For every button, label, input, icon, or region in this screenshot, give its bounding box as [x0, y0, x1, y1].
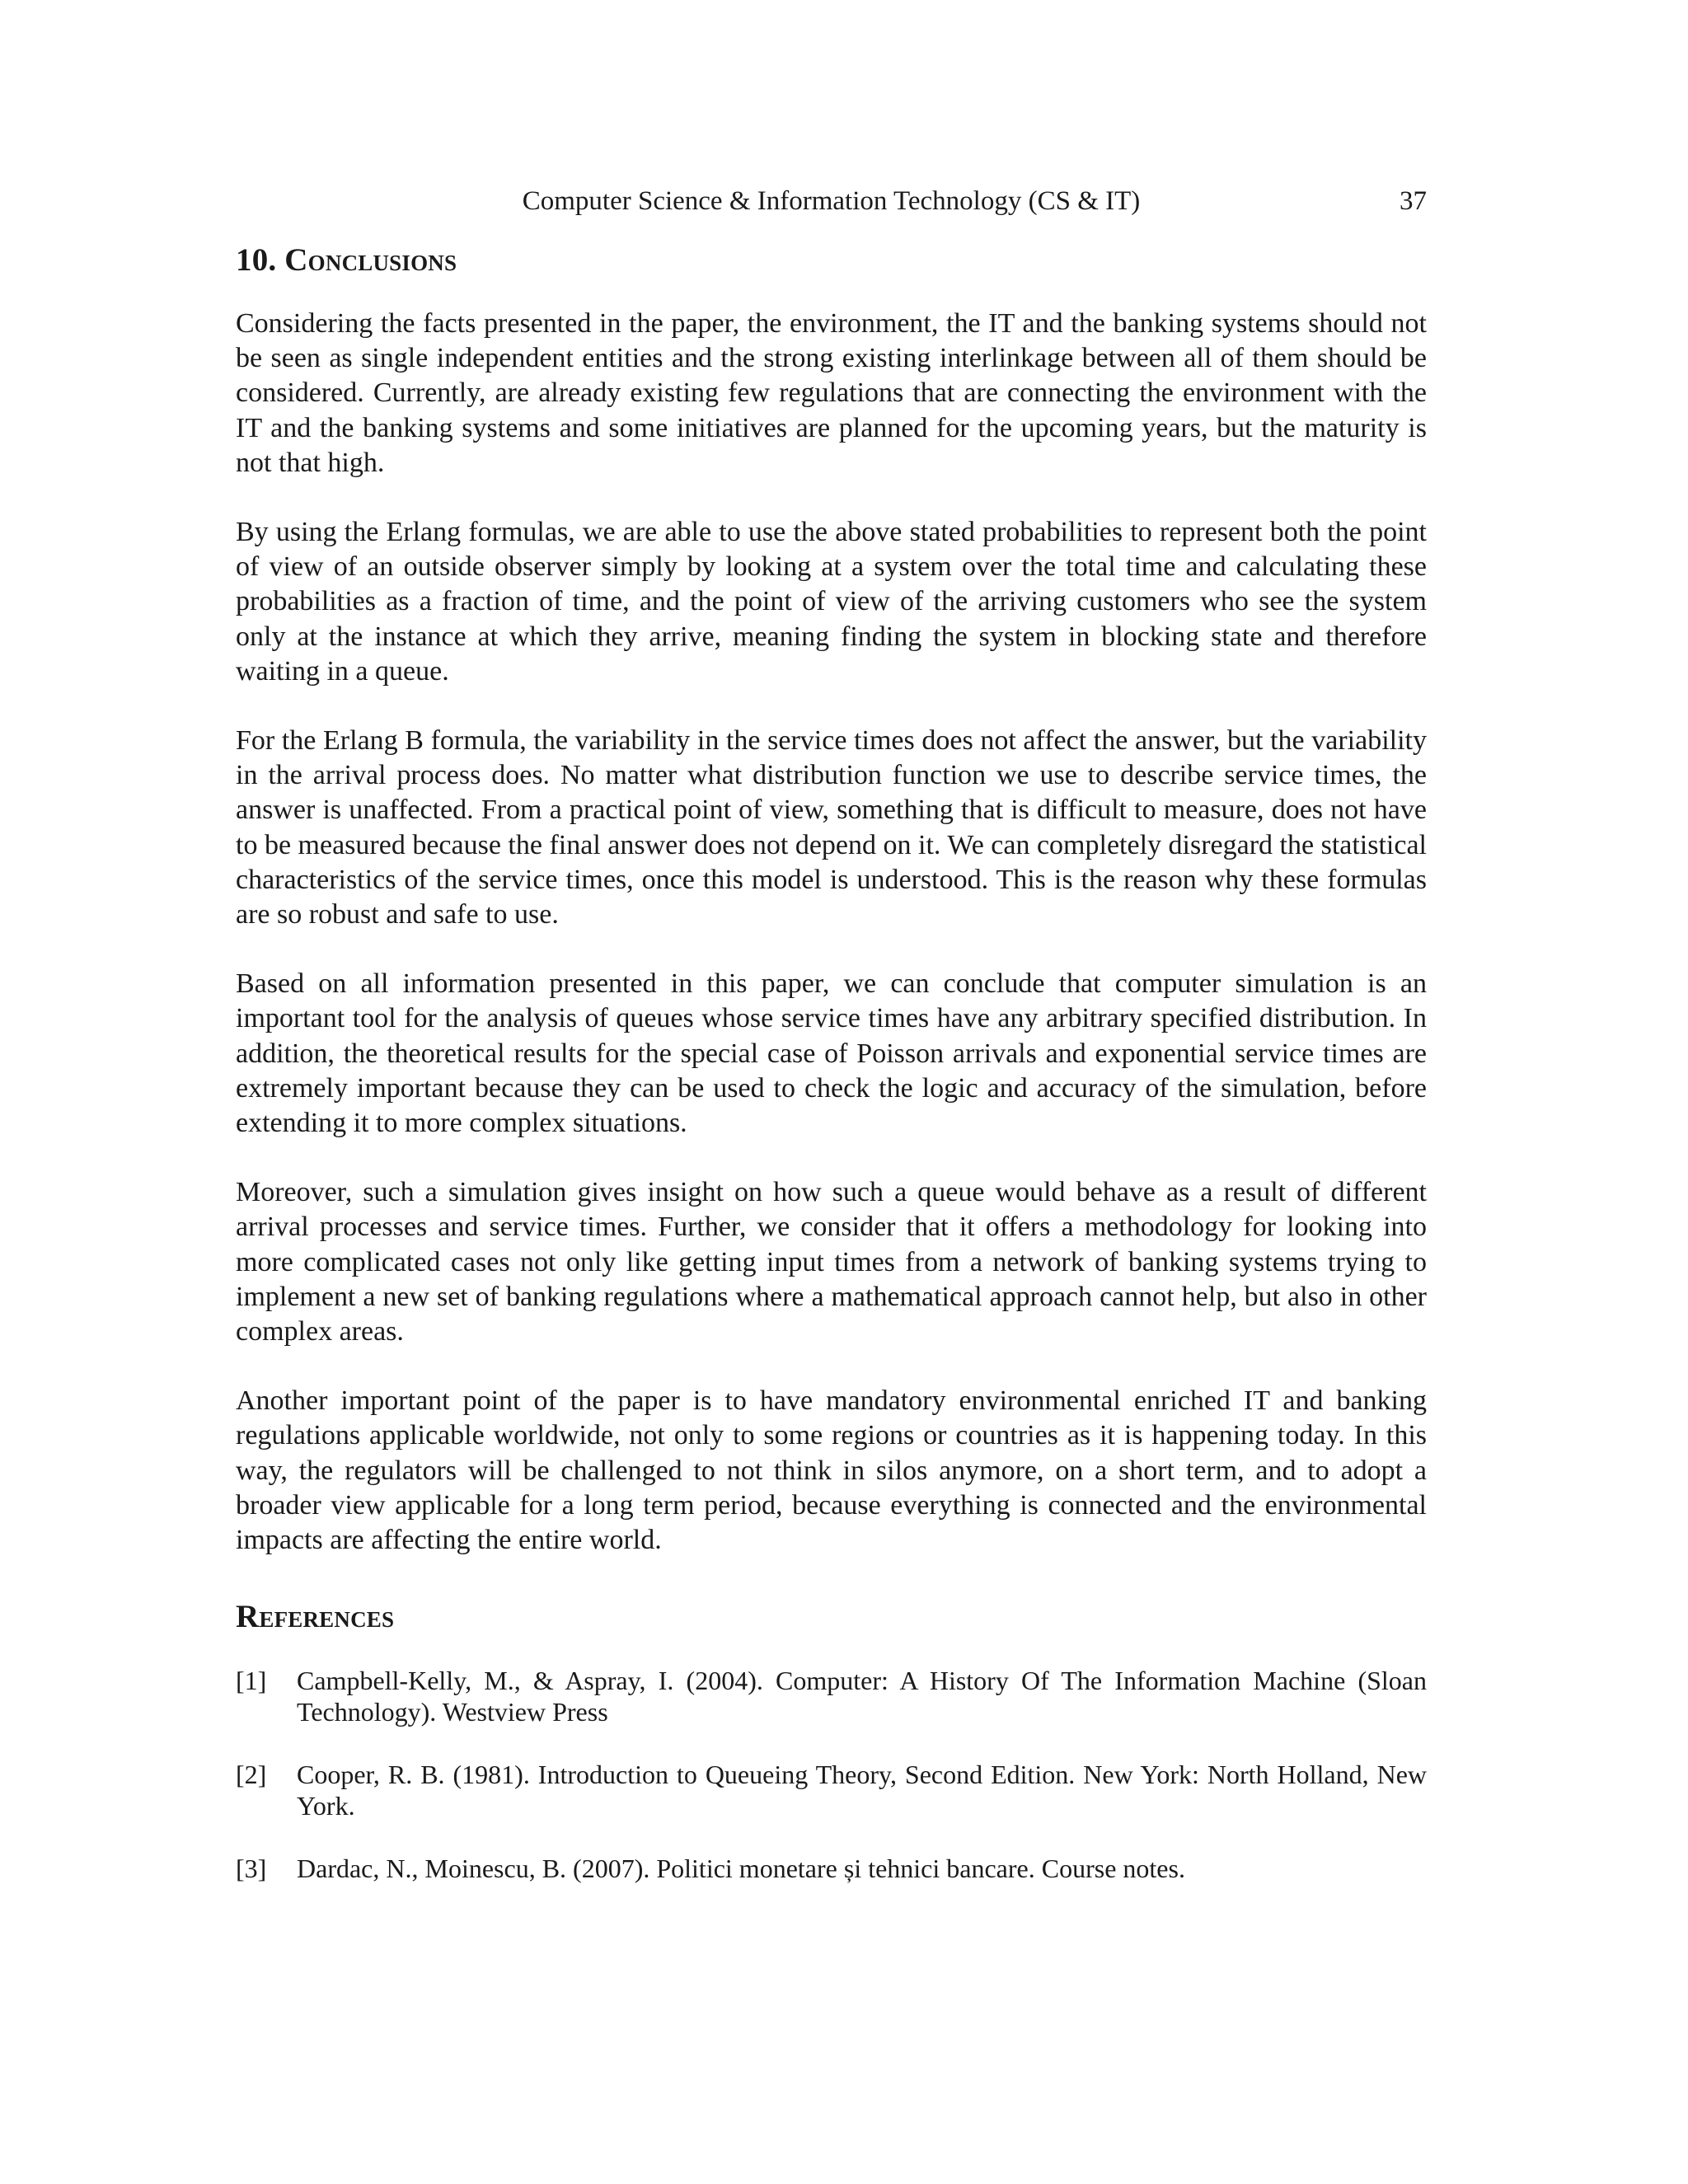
reference-list	[236, 1665, 1427, 1884]
reference-item	[236, 1665, 1427, 1727]
conclusions-paragraph-1: Considering the facts presented in the paper, the environment, the IT and the banking systems should not be seen as single independent entities and the strong existing interlinkage between all of them should be considered. Currently, are already existing few regulations that are connecting the environment with the IT and the banking systems and some initiatives are planned for the upcoming years, but the maturity is not that high.	[236, 308, 1427, 478]
paper-page	[236, 183, 1427, 1915]
conclusions-body	[236, 307, 1427, 1558]
conclusions-paragraph-5: Moreover, such a simulation gives insight on how such a queue would behave as a result of different arrival processes and service times. Further, we consider that it offers a methodology for looking into more complicated cases not only like getting input times from a network of banking systems trying to implement a new set of banking regulations where a mathematical approach cannot help, but also in other complex areas.	[236, 1177, 1427, 1347]
reference-text: Campbell-Kelly, M., & Aspray, I. (2004). Computer: A History Of The Information Machine (Sloan Technology). Westview Press	[297, 1666, 1427, 1727]
reference-number: [2]	[236, 1760, 267, 1790]
conclusions-paragraph-6: Another important point of the paper is to have mandatory environmental enriched IT and banking regulations applicable worldwide, not only to some regions or countries as it is happening today. In this way, the regulators will be challenged to not think in silos anymore, on a short term, and to adopt a broader view applicable for a long term period, because everything is connected and the environmental impacts are affecting the entire world.	[236, 1385, 1427, 1556]
running-header	[236, 183, 1427, 219]
reference-item	[236, 1759, 1427, 1821]
reference-text: Dardac, N., Moinescu, B. (2007). Politici monetare și tehnici bancare. Course notes.	[297, 1854, 1185, 1884]
reference-item	[236, 1853, 1427, 1884]
page-number: 37	[1400, 186, 1427, 216]
conclusions-paragraph-3: For the Erlang B formula, the variability in the service times does not affect the answer, but the variability in the arrival process does. No matter what distribution function we use to describe service times, the answer is unaffected. From a practical point of view, something that is difficult to measure, does not have to be measured because the final answer does not depend on it. We can completely disregard the statistical characteristics of the service times, once this model is understood. This is the reason why these formulas are so robust and safe to use.	[236, 725, 1427, 930]
journal-title: Computer Science & Information Technology (CS & IT)	[522, 186, 1141, 216]
conclusions-heading: 10. Conclusions	[236, 242, 457, 278]
conclusions-paragraph-2: By using the Erlang formulas, we are able to use the above stated probabilities to represent both the point of view of an outside observer simply by looking at a system over the total time and calculating these probabilities as a fraction of time, and the point of view of the arriving customers who see the system only at the instance at which they arrive, meaning finding the system in blocking state and therefore waiting in a queue.	[236, 517, 1427, 687]
conclusions-paragraph-4: Based on all information presented in this paper, we can conclude that computer simulation is an important tool for the analysis of queues whose service times have any arbitrary specified distribution. In addition, the theoretical results for the special case of Poisson arrivals and exponential service times are extremely important because they can be used to check the logic and accuracy of the simulation, before extending it to more complex situations.	[236, 968, 1427, 1139]
reference-number: [1]	[236, 1666, 267, 1696]
reference-number: [3]	[236, 1854, 267, 1884]
references-heading: References	[236, 1599, 395, 1635]
reference-text: Cooper, R. B. (1981). Introduction to Queueing Theory, Second Edition. New York: North Holland, New York.	[297, 1760, 1427, 1821]
